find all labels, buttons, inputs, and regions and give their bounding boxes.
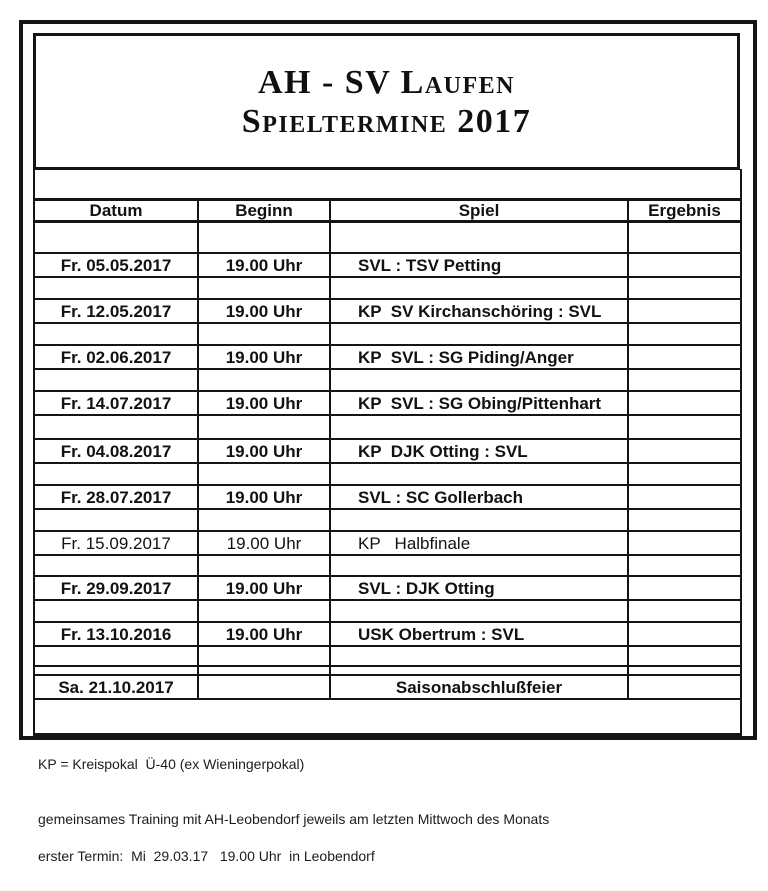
empty-cell	[330, 323, 628, 345]
empty-cell	[34, 666, 198, 675]
empty-row	[34, 463, 741, 485]
empty-cell	[628, 600, 741, 622]
empty-cell	[330, 666, 628, 675]
match-row-6	[34, 485, 741, 509]
empty-cell	[198, 666, 330, 675]
empty-cell	[34, 323, 198, 345]
empty-cell	[198, 221, 330, 253]
column-header-datum: Datum	[34, 199, 198, 221]
empty-cell	[34, 509, 198, 531]
empty-cell	[628, 463, 741, 485]
title-line-2: Spieltermine 2017	[241, 103, 532, 140]
footnote-kp-legend: KP = Kreispokal Ü-40 (ex Wieningerpokal)	[38, 756, 305, 772]
cell-beginn: 19.00 Uhr	[198, 531, 330, 555]
empty-row-thin	[34, 666, 741, 675]
cell-datum: Fr. 13.10.2016	[34, 622, 198, 646]
empty-row	[34, 509, 741, 531]
empty-cell	[198, 555, 330, 576]
empty-row	[34, 415, 741, 439]
match-row-10	[34, 675, 741, 699]
cell-datum: Fr. 02.06.2017	[34, 345, 198, 369]
empty-cell	[628, 509, 741, 531]
title-box	[33, 33, 740, 170]
empty-cell	[628, 369, 741, 391]
empty-cell	[34, 369, 198, 391]
cell-datum: Fr. 04.08.2017	[34, 439, 198, 463]
title-line-1: AH - SV Laufen	[257, 64, 515, 101]
cell-beginn: 19.00 Uhr	[198, 576, 330, 600]
match-row-9	[34, 622, 741, 646]
header-row	[34, 199, 741, 221]
column-header-beginn: Beginn	[198, 199, 330, 221]
empty-cell	[330, 369, 628, 391]
cell-ergebnis	[628, 391, 741, 415]
match-row-7	[34, 531, 741, 555]
empty-cell	[628, 666, 741, 675]
empty-cell	[34, 277, 198, 299]
empty-row	[34, 600, 741, 622]
cell-spiel: KP Halbfinale	[330, 531, 628, 555]
empty-cell	[330, 415, 628, 439]
empty-cell	[628, 415, 741, 439]
cell-ergebnis	[628, 531, 741, 555]
empty-row	[34, 277, 741, 299]
empty-cell	[628, 555, 741, 576]
cell-spiel: KP SVL : SG Obing/Pittenhart	[330, 391, 628, 415]
spacer-cell	[34, 699, 741, 735]
cell-datum: Fr. 14.07.2017	[34, 391, 198, 415]
cell-datum: Sa. 21.10.2017	[34, 675, 198, 699]
empty-cell	[198, 415, 330, 439]
cell-spiel: KP SVL : SG Piding/Anger	[330, 345, 628, 369]
empty-row	[34, 646, 741, 666]
match-row-4	[34, 391, 741, 415]
cell-ergebnis	[628, 622, 741, 646]
cell-spiel: Saisonabschlußfeier	[330, 675, 628, 699]
empty-cell	[198, 509, 330, 531]
bottom-spacer-row	[34, 699, 741, 735]
empty-cell	[628, 277, 741, 299]
match-row-5	[34, 439, 741, 463]
empty-cell	[330, 277, 628, 299]
empty-cell	[330, 600, 628, 622]
empty-cell	[628, 323, 741, 345]
cell-beginn: 19.00 Uhr	[198, 439, 330, 463]
cell-datum: Fr. 05.05.2017	[34, 253, 198, 277]
empty-cell	[628, 221, 741, 253]
cell-datum: Fr. 29.09.2017	[34, 576, 198, 600]
cell-spiel: KP DJK Otting : SVL	[330, 439, 628, 463]
match-row-8	[34, 576, 741, 600]
empty-cell	[330, 555, 628, 576]
cell-beginn: 19.00 Uhr	[198, 622, 330, 646]
empty-row	[34, 323, 741, 345]
empty-row	[34, 221, 741, 253]
empty-row	[34, 555, 741, 576]
cell-beginn: 19.00 Uhr	[198, 391, 330, 415]
cell-spiel: SVL : DJK Otting	[330, 576, 628, 600]
cell-ergebnis	[628, 345, 741, 369]
empty-cell	[34, 415, 198, 439]
cell-ergebnis	[628, 253, 741, 277]
column-header-ergebnis: Ergebnis	[628, 199, 741, 221]
cell-ergebnis	[628, 485, 741, 509]
empty-cell	[34, 463, 198, 485]
match-row-3	[34, 345, 741, 369]
cell-ergebnis	[628, 675, 741, 699]
cell-spiel: SVL : SC Gollerbach	[330, 485, 628, 509]
cell-spiel: USK Obertrum : SVL	[330, 622, 628, 646]
cell-datum: Fr. 15.09.2017	[34, 531, 198, 555]
empty-cell	[628, 646, 741, 666]
cell-ergebnis	[628, 576, 741, 600]
empty-cell	[34, 600, 198, 622]
footnote-first-date: erster Termin: Mi 29.03.17 19.00 Uhr in Leobendorf	[38, 848, 375, 864]
empty-cell	[330, 646, 628, 666]
empty-cell	[198, 600, 330, 622]
empty-cell	[198, 463, 330, 485]
empty-cell	[198, 646, 330, 666]
match-row-2	[34, 299, 741, 323]
cell-spiel: KP SV Kirchanschöring : SVL	[330, 299, 628, 323]
cell-ergebnis	[628, 299, 741, 323]
cell-beginn: 19.00 Uhr	[198, 345, 330, 369]
cell-ergebnis	[628, 439, 741, 463]
empty-row	[34, 369, 741, 391]
schedule-table	[33, 169, 742, 737]
footnote-training: gemeinsames Training mit AH-Leobendorf jeweils am letzten Mittwoch des Monats	[38, 811, 550, 827]
spacer-cell	[34, 169, 741, 199]
spacer-row	[34, 169, 741, 199]
cell-datum: Fr. 28.07.2017	[34, 485, 198, 509]
empty-cell	[198, 323, 330, 345]
empty-cell	[34, 646, 198, 666]
document-frame	[19, 20, 757, 740]
empty-cell	[330, 221, 628, 253]
cell-spiel: SVL : TSV Petting	[330, 253, 628, 277]
cell-beginn: 19.00 Uhr	[198, 253, 330, 277]
empty-cell	[330, 463, 628, 485]
match-row-1	[34, 253, 741, 277]
empty-cell	[34, 555, 198, 576]
empty-cell	[34, 221, 198, 253]
cell-datum: Fr. 12.05.2017	[34, 299, 198, 323]
cell-beginn	[198, 675, 330, 699]
cell-beginn: 19.00 Uhr	[198, 485, 330, 509]
column-header-spiel: Spiel	[330, 199, 628, 221]
cell-beginn: 19.00 Uhr	[198, 299, 330, 323]
empty-cell	[198, 277, 330, 299]
empty-cell	[198, 369, 330, 391]
empty-cell	[330, 509, 628, 531]
